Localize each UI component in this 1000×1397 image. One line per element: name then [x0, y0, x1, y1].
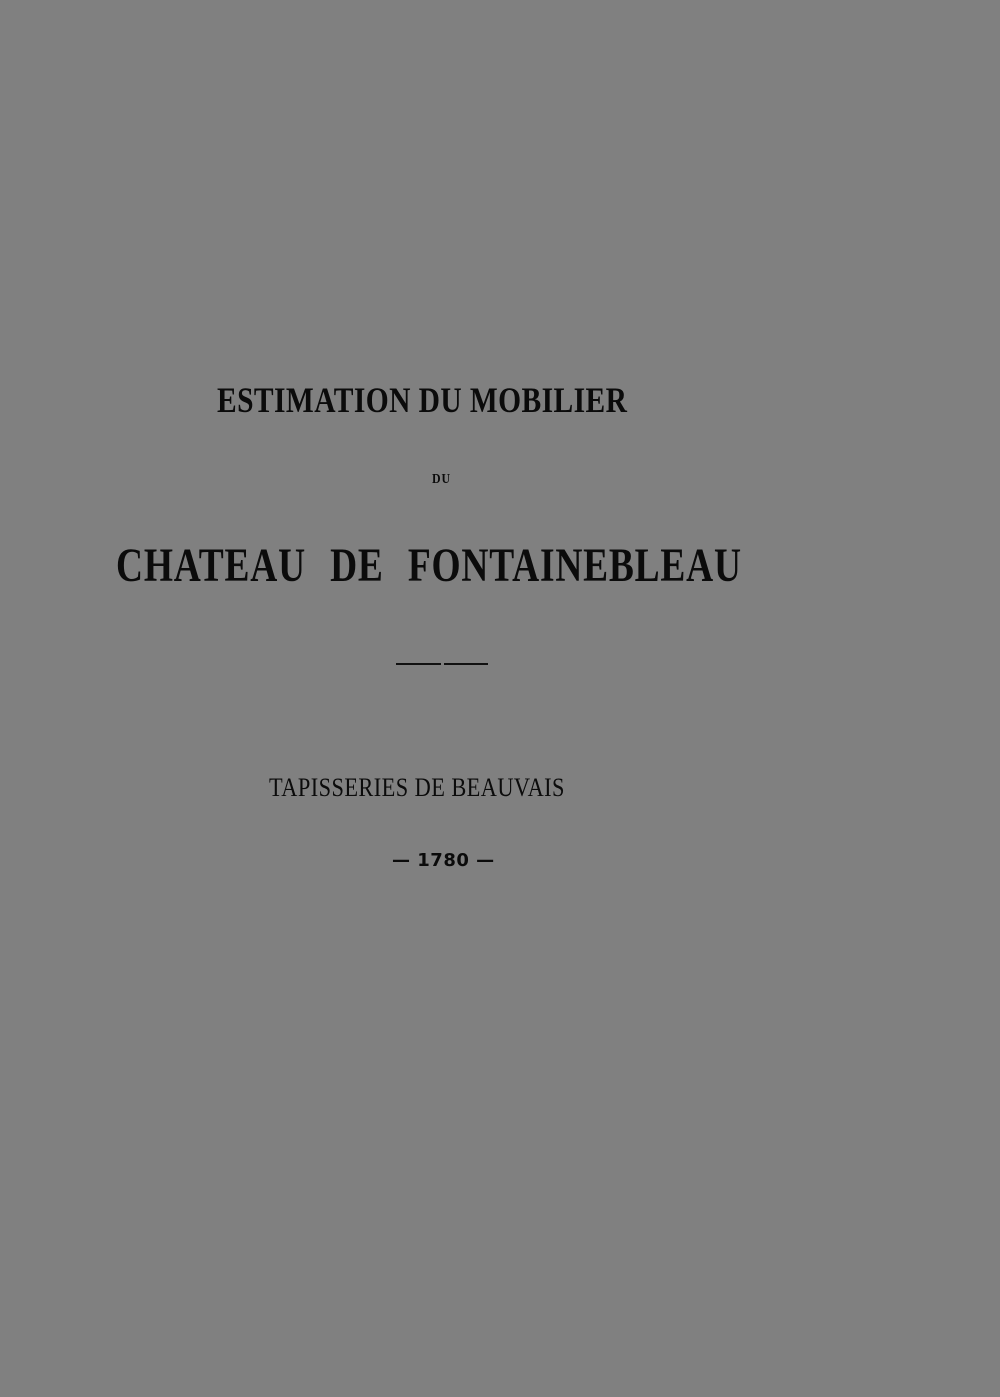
year-label: — 1780 —: [392, 850, 495, 871]
title-line-estimation: ESTIMATION DU MOBILIER: [217, 380, 628, 420]
title-connector-du: DU: [432, 472, 451, 487]
title-line-chateau: CHATEAU DE FONTAINEBLEAU: [116, 539, 742, 592]
decorative-rule-left: [396, 663, 441, 665]
decorative-rule-right: [444, 663, 488, 665]
subtitle-tapisseries: TAPISSERIES DE BEAUVAIS: [269, 773, 565, 802]
